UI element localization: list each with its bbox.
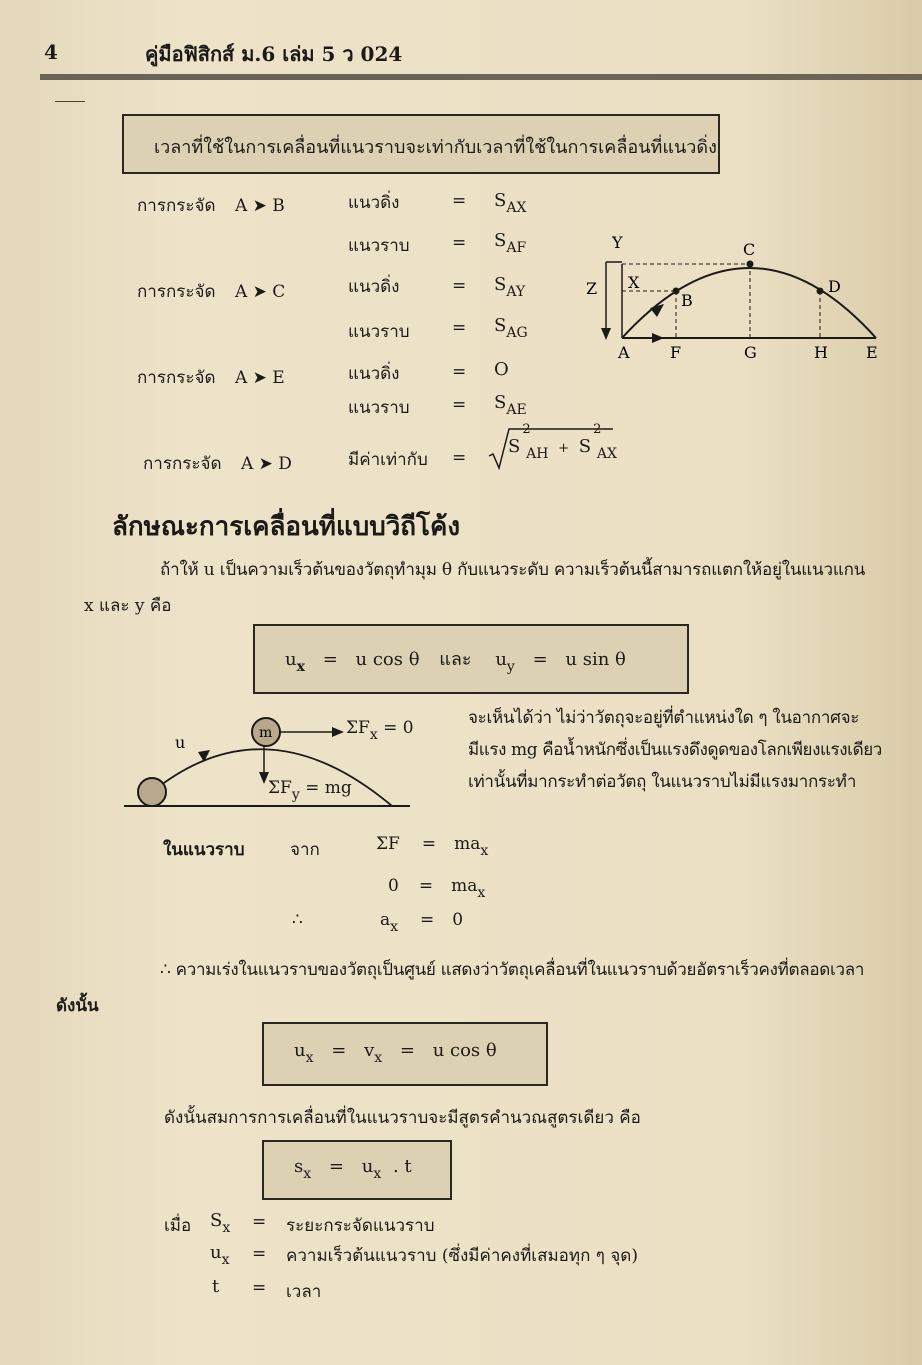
therefore-symbol: ∴ [292, 910, 303, 930]
disp-ac-horiz-val: $S_{AG}$ [494, 315, 528, 341]
header-rule-thin [55, 101, 85, 102]
label-h: H [814, 343, 828, 362]
formula-intro: ดังนั้นสมการการเคลื่อนที่ในแนวราบจะมีสูตรคำนวณสูตรเดียว คือ [164, 1108, 641, 1128]
disp-ab-end: B [272, 196, 285, 216]
legend-sx: $S_x$ [210, 1210, 231, 1236]
disp-ad-eq: = [452, 448, 467, 468]
label-x: X [628, 273, 640, 292]
disp-ac-label: การกระจัด A ➤ C [137, 282, 286, 302]
legend-ux: $u_x$ [210, 1242, 230, 1268]
book-title: คู่มือฟิสิกส์ ม.6 เล่ม 5 ว 024 [145, 42, 403, 66]
disp-ab-horiz-val: $S_{AF}$ [494, 230, 527, 256]
disp-ab-horiz-eq: = [452, 233, 467, 253]
disp-ad-desc: มีค่าเท่ากับ [348, 450, 428, 470]
label-b: B [681, 291, 693, 310]
disp-ab-start: A [234, 196, 248, 216]
label-d: D [828, 277, 841, 296]
disp-ab-label [137, 192, 285, 219]
intro-line-2: x และ y คือ [84, 596, 172, 616]
disp-ae-horiz-dir: แนวราบ [348, 398, 410, 418]
disp-ae-horiz-val: $S_{AE}$ [494, 392, 527, 418]
disp-ab-vert-val: $S_{AX}$ [494, 190, 527, 216]
disp-ac-vert-val: $S_{AY}$ [494, 274, 526, 300]
legend-t-desc: เวลา [286, 1282, 322, 1302]
force-fy-label: $\Sigma F_y$ = mg [268, 778, 352, 803]
disp-ae-vert-eq: = [452, 362, 467, 382]
explanation-line-2: มีแรง mg คือน้ำหนักซึ่งเป็นแรงดึงดูดของโลกเพียงแรงเดียว [468, 740, 882, 760]
disp-ab-vert-dir: แนวดิ่ง [348, 193, 400, 213]
force-m-label: m [259, 725, 273, 741]
horizontal-row-1: $\Sigma F = ma_x$ [376, 834, 489, 859]
horizontal-row-3: $a_x = 0$ [380, 910, 464, 935]
horizontal-row-2: $0 = ma_x$ [388, 876, 486, 901]
time-statement-text: เวลาที่ใช้ในการเคลื่อนที่แนวราบจะเท่ากับเวลาที่ใช้ในการเคลื่อนที่แนวดิ่ง [154, 137, 717, 158]
legend-t: t [212, 1276, 220, 1297]
explanation-line-3: เท่านั้นที่มากระทำต่อวัตถุ ในแนวราบไม่มีแรงมากระทำ [468, 772, 857, 792]
page-number: 4 [44, 40, 58, 64]
arrow-right-icon: ➤ [252, 196, 267, 216]
label-g: G [744, 343, 757, 362]
section-title: ลักษณะการเคลื่อนที่แบบวิถีโค้ง [112, 512, 461, 542]
disp-ab-vert-eq: = [452, 191, 467, 211]
conclusion-line-1: ∴ ความเร่งในแนวราบของวัตถุเป็นศูนย์ แสดงว่าวัตถุเคลื่อนที่ในแนวราบด้วยอัตราเร็วคงที่ตลอดเวลา [160, 960, 865, 980]
disp-ac-vert-dir: แนวดิ่ง [348, 277, 400, 297]
disp-ae-label: การกระจัด A ➤ E [137, 368, 285, 388]
legend-sx-desc: ระยะกระจัดแนวราบ [286, 1216, 435, 1236]
horizontal-from: จาก [290, 840, 320, 860]
formula-box [262, 1140, 452, 1200]
legend-sx-eq: = [252, 1212, 267, 1232]
label-e: E [866, 343, 878, 362]
legend-ux-eq: = [252, 1244, 267, 1264]
disp-ae-horiz-eq: = [452, 395, 467, 415]
disp-ab-horiz-dir: แนวราบ [348, 236, 410, 256]
velocity-formula: $u_x = v_x = u$ cos θ [294, 1040, 497, 1066]
disp-ac-horiz-dir: แนวราบ [348, 322, 410, 342]
legend-where: เมื่อ [164, 1216, 192, 1236]
disp-ac-horiz-eq: = [452, 318, 467, 338]
force-fx-label: $\Sigma F_x = 0$ [346, 718, 414, 743]
arrow-right-icon: ➤ [252, 282, 267, 302]
arrow-right-icon: ➤ [252, 368, 267, 388]
components-box [253, 624, 689, 694]
velocity-box [262, 1022, 548, 1086]
force-u-label: u [175, 733, 186, 752]
label-z: Z [586, 279, 598, 298]
components-formula: $u_x = u$ cos θ และ $u_y = u$ sin θ [285, 649, 626, 675]
conclusion-line-2: ดังนั้น [56, 996, 99, 1016]
time-statement-box [122, 114, 720, 174]
label-y: Y [612, 233, 623, 252]
disp-ac-vert-eq: = [452, 276, 467, 296]
arrow-right-icon: ➤ [258, 454, 273, 474]
disp-ae-vert-val: O [494, 359, 509, 380]
label-c: C [743, 240, 756, 259]
header-rule [40, 74, 922, 80]
legend-t-eq: = [252, 1278, 267, 1298]
disp-ad-label: การกระจัด A ➤ D [143, 454, 292, 474]
displacement-formula: $s_x = u_x$ . t [294, 1156, 412, 1182]
label-f: F [670, 343, 682, 362]
horizontal-label: ในแนวราบ [163, 840, 245, 860]
intro-line-1: ถ้าให้ u เป็นความเร็วต้นของวัตถุทำมุม θ กับแนวระดับ ความเร็วต้นนี้สามารถแตกให้อยู่ในแนวแกน [160, 560, 866, 580]
trajectory-diagram [580, 228, 890, 368]
label-a: A [618, 343, 630, 362]
disp-ab-word: การกระจัด [137, 196, 216, 216]
disp-ae-vert-dir: แนวดิ่ง [348, 364, 400, 384]
legend-ux-desc: ความเร็วต้นแนวราบ (ซึ่งมีค่าคงที่เสมอทุก ๆ จุด) [286, 1246, 638, 1266]
explanation-line-1: จะเห็นได้ว่า ไม่ว่าวัตถุจะอยู่ที่ตำแหน่งใด ๆ ในอากาศจะ [468, 708, 860, 728]
disp-ad-val: S 2 $_{AH}$ + S 2 $_{AX}$ [508, 422, 617, 462]
